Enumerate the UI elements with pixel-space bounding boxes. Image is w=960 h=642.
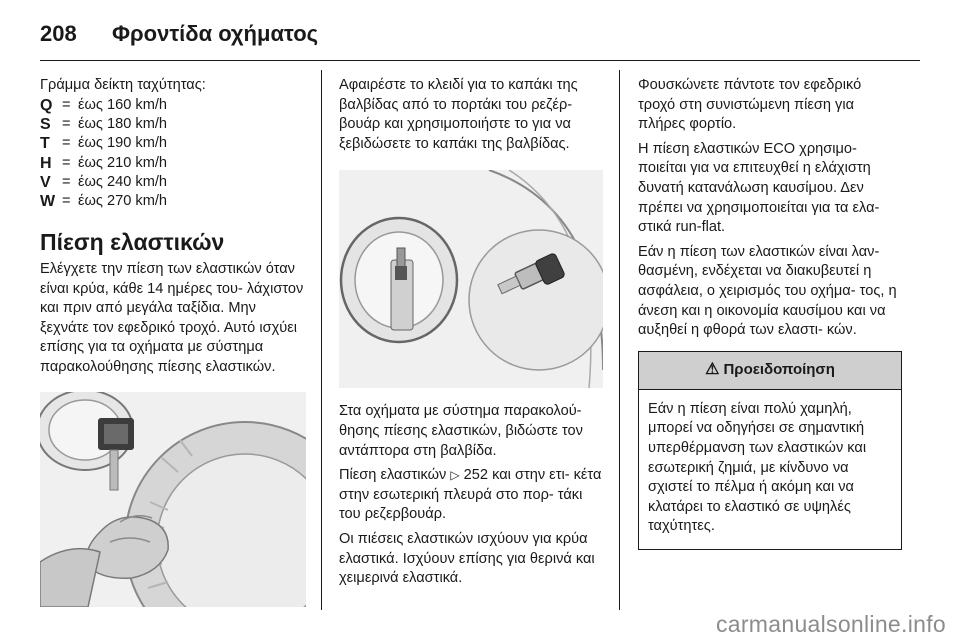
warning-header — [639, 352, 901, 390]
speed-rating-value: έως 180 km/h — [78, 115, 168, 132]
page-reference-arrow-icon: ▷ — [450, 468, 460, 483]
equals-sign: = — [62, 174, 71, 191]
pressure-reference-text: Πίεση ελαστικών — [339, 467, 447, 484]
tyre-pressure-intro: Ελέγχετε την πίεση των ελαστικών όταν είναι κρύα, κάθε 14 ημέρες του- λάχιστον και πριν από μεγάλα ταξίδια. Μην ξεχνάτε τον εφεδρικό τροχό. Αυτό ισχύει επίσης για τα οχήματα με σύστημα παρακολούθησης πίεσης ελαστικών. — [40, 260, 304, 375]
equals-sign: = — [62, 96, 71, 113]
speed-rating-row — [40, 115, 308, 134]
warning-text: Εάν η πίεση είναι πολύ χαμηλή, μπορεί να οδηγήσει σε σημαντική υπερθέρμανση των ελαστικών και εσωτερική ζημιά, με κίνδυνο να σχιστεί το πέλμα ή ακόμη και να κλατάρει το ελαστικό σε υψηλές ταχύτητες. — [648, 400, 867, 535]
speed-rating-value: έως 270 km/h — [78, 193, 168, 210]
pressure-reference-rest: και στην ετι- κέτα στην εσωτερική πλευρά στο πορ- τάκι του ρεζερβουάρ. — [339, 467, 602, 523]
speed-rating-value: έως 190 km/h — [78, 135, 168, 152]
chapter-title: Φροντίδα οχήματος — [112, 21, 319, 46]
speed-rating-letter: V — [40, 174, 51, 192]
speed-rating-value: έως 160 km/h — [78, 96, 168, 113]
cold-tyre-note: Οι πιέσεις ελαστικών ισχύουν για κρύα ελαστικά. Ισχύουν επίσης για θερινά και χειμερινά ελαστικά. — [339, 530, 595, 587]
speed-rating-row — [40, 154, 308, 173]
page-header — [40, 14, 318, 54]
column-right — [638, 76, 902, 550]
equals-sign: = — [62, 115, 71, 132]
tpms-adapter-note: Στα οχήματα με σύστημα παρακολού- θησης πίεσης ελαστικών, βιδώστε τον αντάπτορα στη βαλβίδα. — [339, 403, 583, 459]
warning-title: Προειδοποίηση — [723, 361, 835, 379]
speed-rating-row — [40, 134, 308, 153]
warning-box — [638, 351, 902, 550]
speed-rating-value: έως 210 km/h — [78, 154, 168, 171]
watermark: carmanualsonline.info — [715, 611, 946, 637]
equals-sign: = — [62, 154, 71, 171]
spare-wheel-note: Φουσκώνετε πάντοτε τον εφεδρικό τροχό στη συνιστώμενη πίεση για πλήρες φορτίο. — [638, 77, 862, 133]
column-divider-1 — [321, 70, 322, 610]
speed-rating-row — [40, 173, 308, 192]
column-left — [40, 76, 308, 613]
eco-pressure-note: Η πίεση ελαστικών ECO χρησιμο- ποιείται για να επιτευχθεί η ελάχιστη δυνατή κατανάλωση καυσίμου. Δεν πρέπει να χρησιμοποιείται για τα ελα- στικά run-flat. — [638, 140, 880, 236]
illustration-valve-adapter — [339, 170, 603, 388]
speed-rating-row — [40, 96, 308, 115]
speed-rating-letter: Q — [40, 96, 53, 114]
valve-cap-instructions: Αφαιρέστε το κλειδί για το καπάκι της βαλβίδας από το πορτάκι του ρεζέρ- βουάρ και χρησιμοποιήστε το για να ξεβιδώσετε το καπάκι της βαλβίδας. — [339, 77, 578, 152]
illustration-fuel-flap-valve-key — [40, 392, 306, 607]
speed-rating-letter: S — [40, 115, 51, 133]
speed-rating-letter: W — [40, 193, 56, 211]
speed-rating-list — [40, 96, 308, 212]
warning-triangle-icon: ⚠ — [705, 361, 720, 379]
pressure-reference — [339, 466, 603, 525]
speed-rating-row — [40, 193, 308, 212]
equals-sign: = — [62, 135, 71, 152]
incorrect-pressure-note: Εάν η πίεση των ελαστικών είναι λαν- θασμένη, ενδέχεται να διακυβευτεί η ασφάλεια, ο χειρισμός του οχήμα- τος, η άνεση και η οικονομία καυσίμου και να αυξηθεί η φθορά των ελαστι- κών. — [638, 243, 897, 339]
column-middle — [339, 76, 603, 594]
illustration-drawing — [40, 392, 306, 607]
speed-rating-value: έως 240 km/h — [78, 174, 168, 191]
section-heading-tyre-pressure: Πίεση ελαστικών — [40, 228, 225, 255]
speed-rating-letter: T — [40, 135, 50, 153]
column-divider-2 — [619, 70, 620, 610]
page-number: 208 — [40, 21, 77, 46]
illustration-drawing — [339, 170, 603, 388]
speed-rating-intro: Γράμμα δείκτη ταχύτητας: — [40, 77, 206, 93]
equals-sign: = — [62, 193, 71, 210]
page-reference-link[interactable]: 252 — [463, 467, 489, 484]
speed-rating-letter: H — [40, 154, 52, 172]
header-divider — [40, 60, 920, 61]
